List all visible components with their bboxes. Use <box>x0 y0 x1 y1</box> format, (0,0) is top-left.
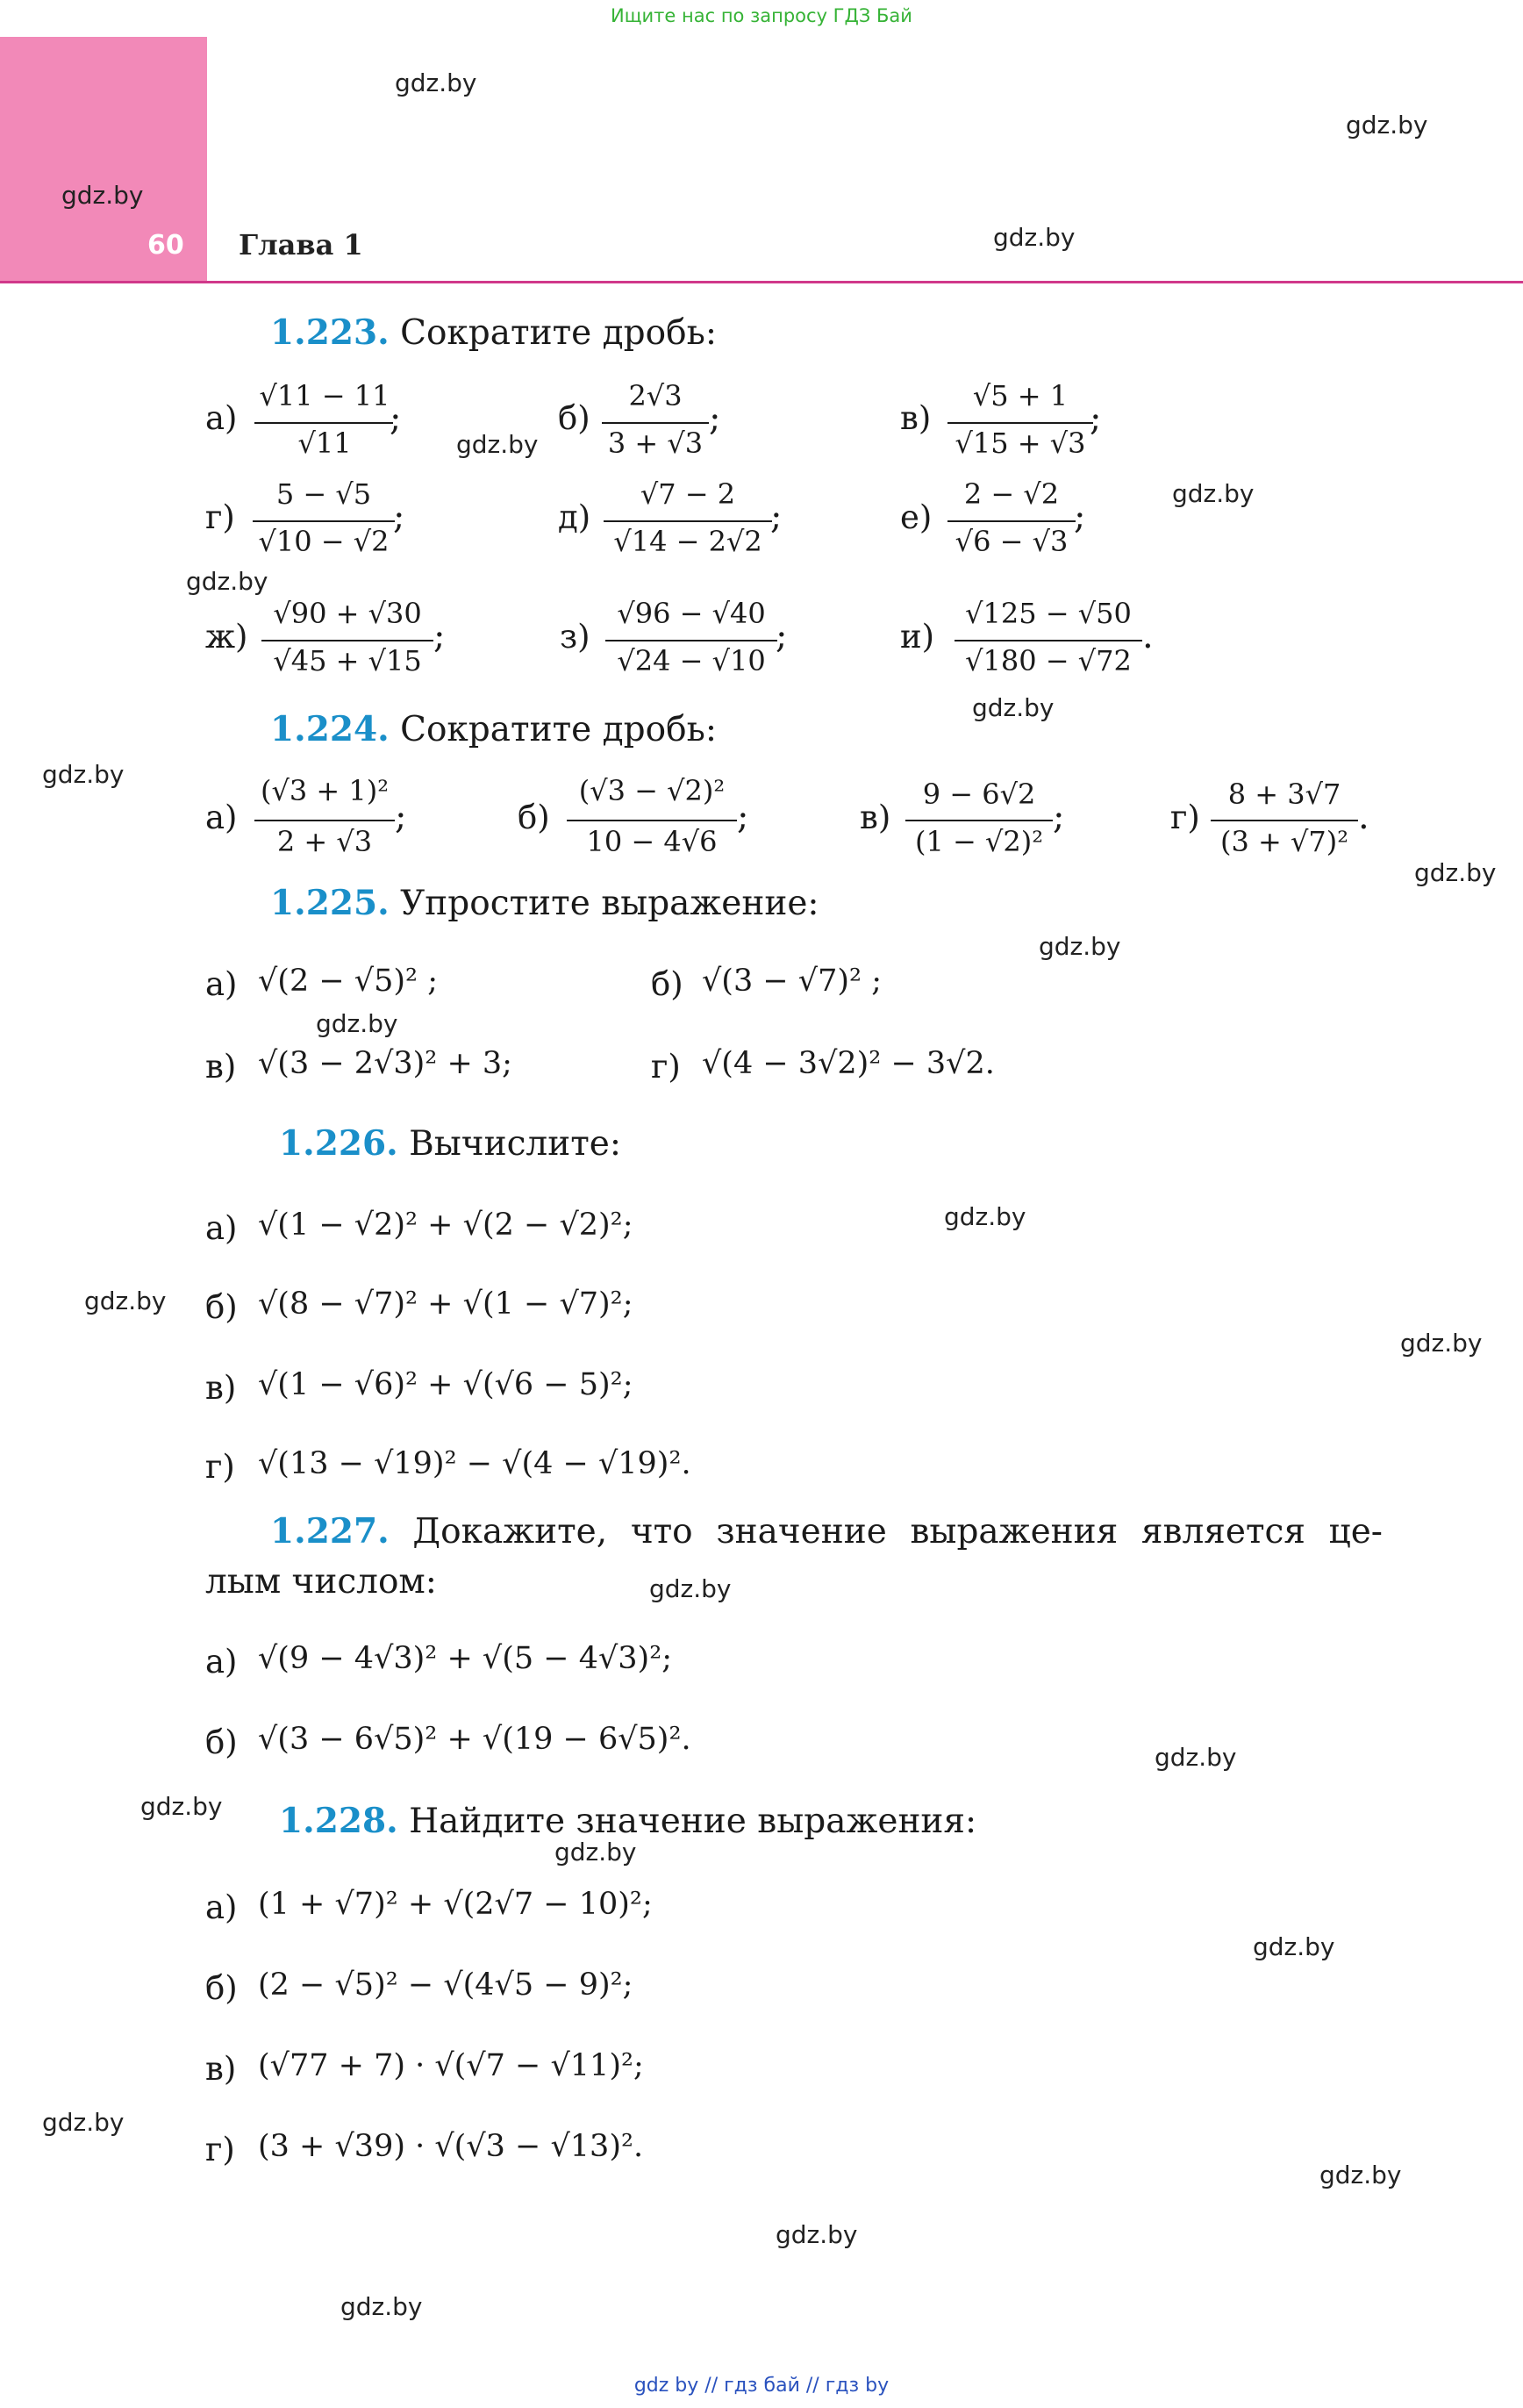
item-label: е) <box>900 498 933 536</box>
punctuation: ; <box>1074 497 1086 537</box>
problem-heading <box>270 1511 1383 1552</box>
math-expression: (√77 + 7) · √(√7 − √11)²; <box>258 2048 644 2083</box>
problem-text-continued: лым числом: <box>205 1562 437 1602</box>
item-label: г) <box>651 1048 681 1086</box>
fraction-numerator: √96 − √40 <box>617 597 766 630</box>
chapter-title: Глава 1 <box>239 228 363 262</box>
watermark: gdz.by <box>1155 1743 1237 1772</box>
problem-heading <box>279 1801 976 1841</box>
watermark: gdz.by <box>649 1574 732 1603</box>
watermark: gdz.by <box>42 760 125 789</box>
watermark: gdz.by <box>1414 858 1497 887</box>
math-expression: (2 − √5)² − √(4√5 − 9)²; <box>258 1967 633 2003</box>
item-label: б) <box>518 799 550 836</box>
watermark: gdz.by <box>944 1202 1026 1231</box>
item-label: в) <box>205 2050 237 2088</box>
fraction-numerator: 8 + 3√7 <box>1227 778 1341 811</box>
fraction-denominator: 3 + √3 <box>607 426 704 460</box>
fraction-denominator: (3 + √7)² <box>1219 825 1349 858</box>
math-expression: √(2 − √5)² ; <box>258 964 438 999</box>
math-expression: √(9 − 4√3)² + √(5 − 4√3)²; <box>258 1641 673 1676</box>
punctuation: ; <box>776 616 788 656</box>
fraction-numerator: (√3 − √2)² <box>578 774 726 807</box>
item-label: в) <box>205 1048 237 1086</box>
problem-text: Упростите выражение: <box>400 884 819 923</box>
fraction-denominator: √45 + √15 <box>273 644 422 677</box>
punctuation: . <box>1358 797 1369 837</box>
item-label: д) <box>558 498 591 536</box>
fraction-denominator: √6 − √3 <box>955 525 1069 558</box>
item-label: б) <box>558 399 590 437</box>
problem-text: Сократите дробь: <box>400 313 717 353</box>
fraction-numerator: (√3 + 1)² <box>260 774 390 807</box>
problem-text: Вычислите: <box>409 1124 621 1164</box>
watermark: gdz.by <box>340 2292 423 2321</box>
math-expression: √(4 − 3√2)² − 3√2. <box>702 1046 995 1081</box>
math-expression: √(8 − √7)² + √(1 − √7)²; <box>258 1286 633 1322</box>
item-label: а) <box>205 399 238 437</box>
watermark: gdz.by <box>1039 932 1121 961</box>
punctuation: ; <box>709 398 721 439</box>
fraction-numerator: 5 − √5 <box>275 477 372 511</box>
problem-heading <box>270 883 819 923</box>
problem-number: 1.224. <box>270 709 390 749</box>
fraction-denominator: (1 − √2)² <box>914 825 1044 858</box>
watermark: gdz.by <box>554 1838 637 1867</box>
watermark: gdz.by <box>1172 479 1255 508</box>
fraction-numerator: √125 − √50 <box>965 597 1132 630</box>
math-expression: √(1 − √6)² + √(√6 − 5)²; <box>258 1367 633 1402</box>
item-label: г) <box>205 498 235 536</box>
fraction-numerator: √11 − 11 <box>259 379 390 412</box>
punctuation: ; <box>770 497 783 537</box>
watermark: gdz.by <box>42 2108 125 2137</box>
problem-text: Сократите дробь: <box>400 710 717 749</box>
item-label: б) <box>651 965 683 1003</box>
watermark: gdz.by <box>1253 1932 1335 1961</box>
watermark: gdz.by <box>1400 1329 1483 1358</box>
fraction-denominator: √24 − √10 <box>617 644 766 677</box>
fraction-numerator: 2√3 <box>628 379 683 412</box>
item-label: и) <box>900 618 935 656</box>
fraction-denominator: 2 + √3 <box>276 825 373 858</box>
watermark: gdz.by <box>993 223 1076 252</box>
item-label: ж) <box>205 618 248 656</box>
item-label: б) <box>205 1969 238 2007</box>
watermark: gdz.by <box>61 181 144 210</box>
math-expression: √(1 − √2)² + √(2 − √2)²; <box>258 1208 633 1243</box>
watermark: gdz.by <box>1346 111 1428 140</box>
item-label: в) <box>900 399 932 437</box>
math-expression: √(3 − 6√5)² + √(19 − 6√5)². <box>258 1722 691 1757</box>
item-label: г) <box>1170 799 1200 836</box>
watermark: gdz.by <box>84 1286 167 1315</box>
punctuation: ; <box>390 398 402 439</box>
fraction-numerator: 9 − 6√2 <box>922 778 1036 811</box>
problem-text: Найдите значение выражения: <box>409 1802 977 1841</box>
fraction-numerator: 2 − √2 <box>963 477 1060 511</box>
fraction-denominator: √15 + √3 <box>955 426 1086 460</box>
item-label: в) <box>205 1369 237 1407</box>
problem-number: 1.226. <box>279 1123 398 1164</box>
item-label: а) <box>205 1643 238 1681</box>
problem-number: 1.227. <box>270 1511 390 1552</box>
item-label: в) <box>860 799 891 836</box>
top-banner: Ищите нас по запросу ГДЗ Бай <box>611 5 912 26</box>
punctuation: ; <box>1053 797 1065 837</box>
item-label: а) <box>205 965 238 1003</box>
punctuation: ; <box>1090 398 1102 439</box>
problem-number: 1.228. <box>279 1801 398 1841</box>
item-label: а) <box>205 1888 238 1926</box>
item-label: а) <box>205 1209 238 1247</box>
item-label: б) <box>205 1724 238 1761</box>
item-label: з) <box>560 618 590 656</box>
problem-text: Докажите, что значение выражения является це- <box>412 1512 1383 1552</box>
punctuation: ; <box>433 616 446 656</box>
problem-number: 1.223. <box>270 312 390 353</box>
watermark: gdz.by <box>776 2220 858 2249</box>
problem-number: 1.225. <box>270 883 390 923</box>
punctuation: ; <box>393 497 405 537</box>
fraction-denominator: 10 − 4√6 <box>586 825 718 858</box>
item-label: а) <box>205 799 238 836</box>
fraction-numerator: √90 + √30 <box>273 597 422 630</box>
item-label: г) <box>205 1448 235 1486</box>
fraction-denominator: √11 <box>297 426 352 460</box>
footer-links: gdz by // гдз бай // гдз by <box>633 2375 890 2397</box>
fraction-denominator: √14 − 2√2 <box>613 525 762 558</box>
fraction-numerator: √7 − 2 <box>640 477 736 511</box>
fraction-numerator: √5 + 1 <box>972 379 1069 412</box>
problem-heading <box>270 709 717 749</box>
fraction-denominator: √10 − √2 <box>258 525 390 558</box>
watermark: gdz.by <box>186 567 268 596</box>
watermark: gdz.by <box>140 1792 223 1821</box>
item-label: г) <box>205 2131 235 2168</box>
math-expression: √(3 − 2√3)² + 3; <box>258 1046 512 1081</box>
watermark: gdz.by <box>1319 2161 1402 2189</box>
math-expression: (1 + √7)² + √(2√7 − 10)²; <box>258 1887 653 1922</box>
math-expression: (3 + √39) · √(√3 − √13)². <box>258 2129 644 2164</box>
math-expression: √(13 − √19)² − √(4 − √19)². <box>258 1446 691 1481</box>
punctuation: ; <box>395 797 407 837</box>
fraction-denominator: √180 − √72 <box>965 644 1132 677</box>
page-number: 60 <box>147 230 184 261</box>
item-label: б) <box>205 1288 238 1326</box>
watermark: gdz.by <box>456 430 539 459</box>
math-expression: √(3 − √7)² ; <box>702 964 882 999</box>
problem-heading <box>279 1123 621 1164</box>
watermark: gdz.by <box>316 1009 398 1038</box>
watermark: gdz.by <box>972 693 1055 722</box>
punctuation: . <box>1142 616 1154 656</box>
punctuation: ; <box>737 797 749 837</box>
watermark: gdz.by <box>395 68 477 97</box>
